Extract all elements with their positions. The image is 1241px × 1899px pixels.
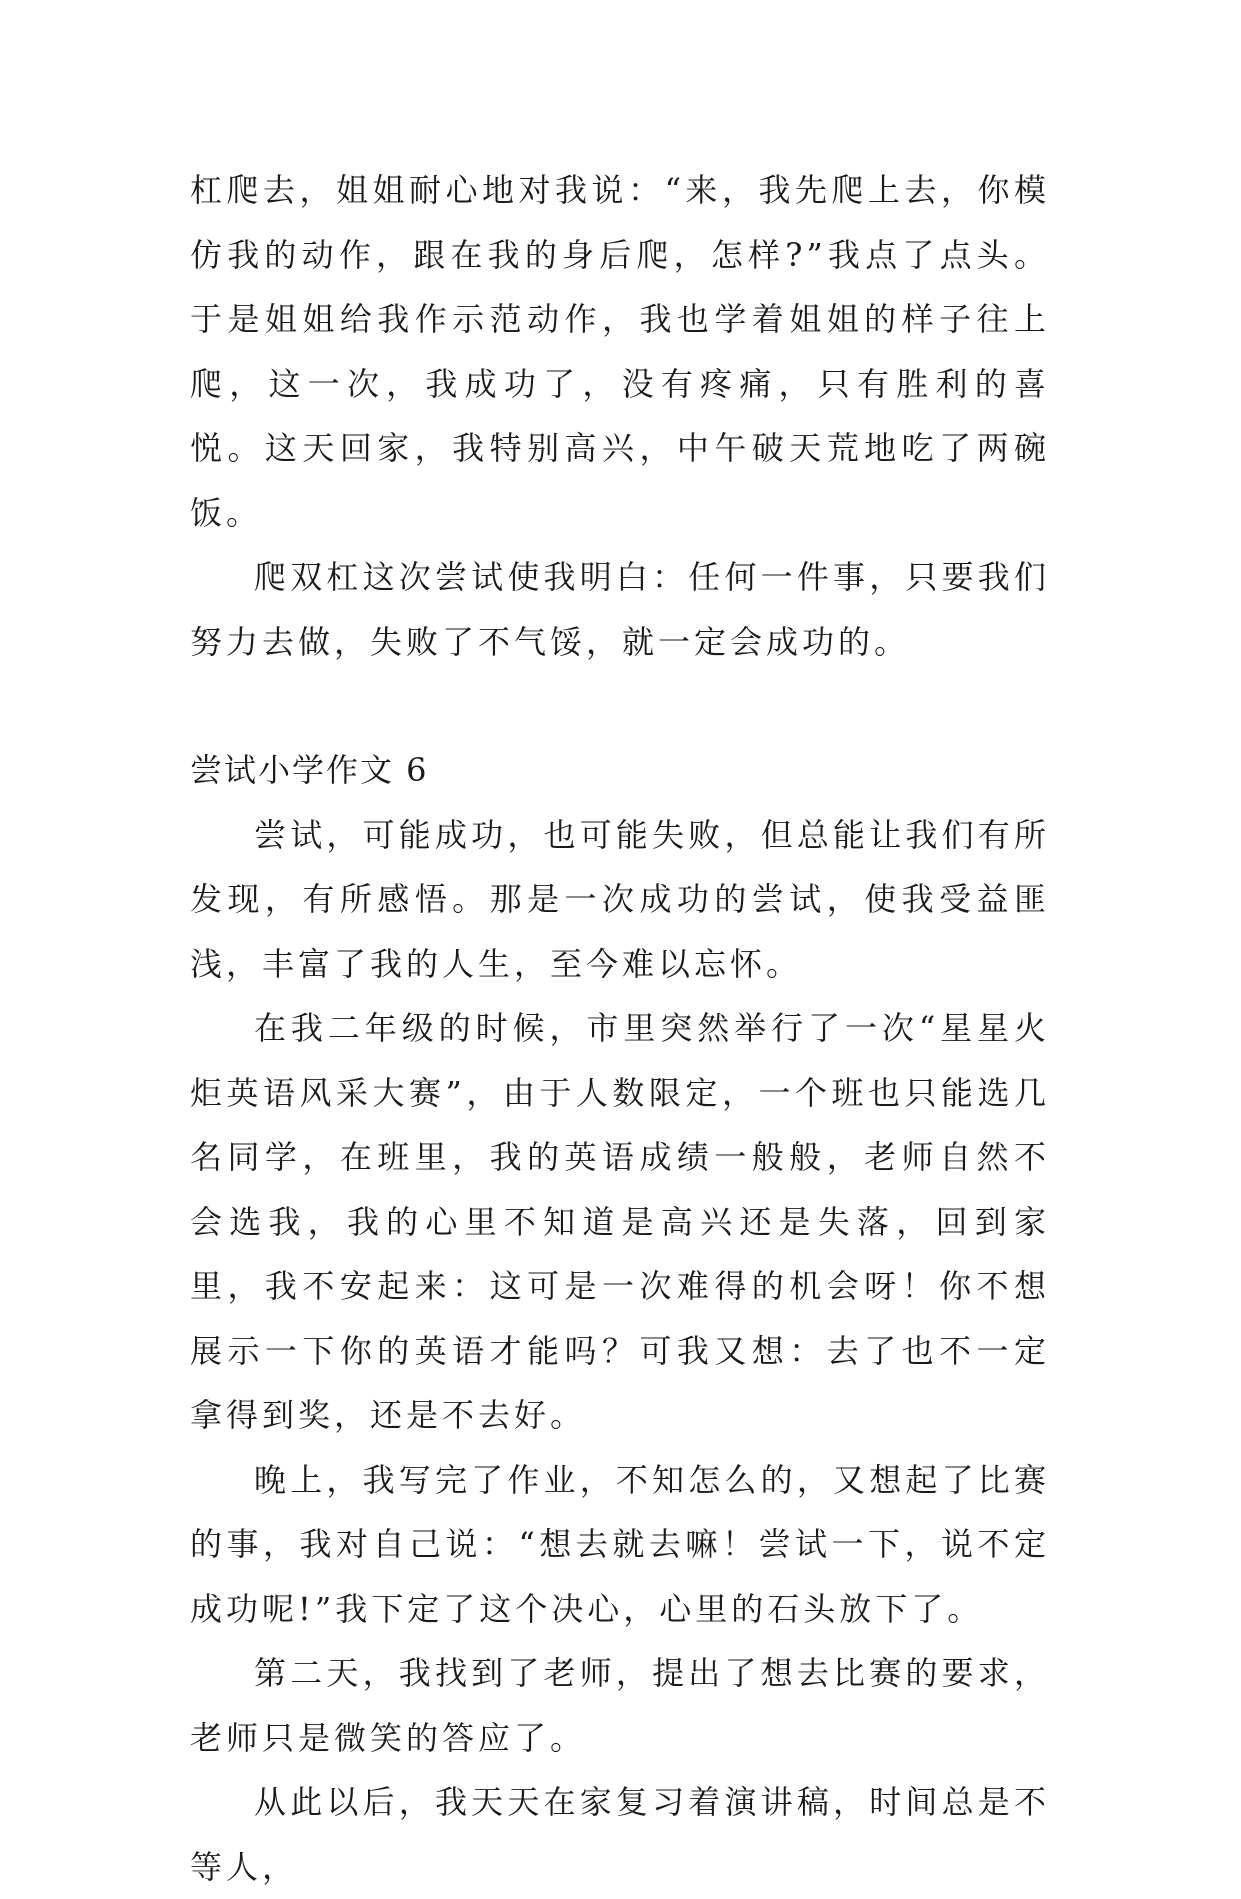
paragraph: 爬双杠这次尝试使我明白：任何一件事，只要我们努力去做，失败了不气馁，就一定会成功的。 [190, 558, 1050, 661]
paragraph: 第二天，我找到了老师，提出了想去比赛的要求，老师只是微笑的答应了。 [190, 1654, 1050, 1757]
paragraph: 尝试，可能成功，也可能失败，但总能让我们有所发现，有所感悟。那是一次成功的尝试，使我受益匪浅，丰富了我的人生，至今难以忘怀。 [190, 815, 1050, 983]
paragraph: 在我二年级的时候，市里突然举行了一次“星星火炬英语风采大赛”，由于人数限定，一个班也只能选几名同学，在班里，我的英语成绩一般般，老师自然不会选我，我的心里不知道是高兴还是失落，回到家里，我不安起来：这可是一次难得的机会呀！你不想展示一下你的英语才能吗？可我又想：去了也不一定拿得到奖，还是不去好。 [190, 1009, 1050, 1434]
document-body [190, 158, 1050, 1899]
paragraph: 晚上，我写完了作业，不知怎么的，又想起了比赛的事，我对自己说：“想去就去嘛！尝试一下，说不定成功呢!”我下定了这个决心，心里的石头放下了。 [190, 1460, 1050, 1628]
paragraph-continued: 杠爬去，姐姐耐心地对我说：“来，我先爬上去，你模仿我的动作，跟在我的身后爬，怎样?”我点了点头。于是姐姐给我作示范动作，我也学着姐姐的样子往上爬，这一次，我成功了，没有疼痛，只有胜利的喜悦。这天回家，我特别高兴，中午破天荒地吃了两碗饭。 [190, 171, 1050, 532]
section-heading: 尝试小学作文 6 [190, 751, 429, 789]
paragraph: 从此以后，我天天在家复习着演讲稿，时间总是不等人， [190, 1783, 1050, 1886]
